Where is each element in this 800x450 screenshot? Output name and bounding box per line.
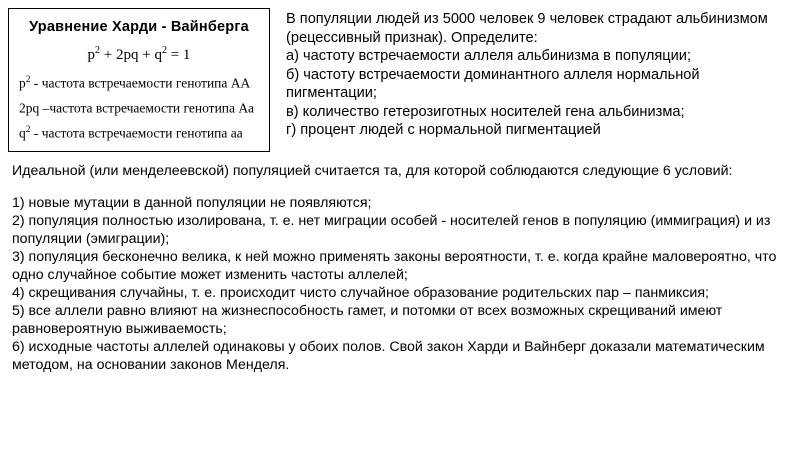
equation-q-exponent: 2	[161, 45, 167, 56]
body-section	[0, 152, 800, 374]
legend-3-text: - частота встречаемости генотипа аа	[30, 125, 243, 141]
legend-3-sup: 2	[25, 125, 31, 136]
equation-middle: + 2pq + q	[100, 47, 162, 63]
top-section	[0, 0, 800, 152]
task-item-v: в) количество гетерозиготных носителей гена альбинизма;	[286, 103, 685, 120]
equation-p: p	[87, 47, 96, 63]
formula-equation	[17, 45, 261, 64]
conditions-list	[12, 194, 790, 374]
condition-3: 3) популяция бесконечно велика, к ней можно применять законы вероятности, т. е. когда крайне маловероятно, что одно случайное событие может изменить частоты аллелей;	[12, 249, 777, 284]
legend-2-lead: 2pq	[19, 100, 40, 116]
condition-1: 1) новые мутации в данной популяции не появляются;	[12, 195, 372, 212]
formula-box-title: Уравнение Харди - Вайнберга	[29, 19, 249, 35]
legend-1-sup: 2	[25, 75, 31, 85]
task-text	[270, 8, 792, 140]
equation-p-exponent: 2	[95, 45, 101, 56]
condition-4: 4) скрещивания случайны, т. е. происходит чисто случайное образование родительских пар – панмиксия;	[12, 285, 709, 302]
task-intro: В популяции людей из 5000 человек 9 человек страдают альбинизмом (рецессивный признак). Определите:	[286, 11, 768, 46]
task-item-b: б) частоту встречаемости доминантного аллеля нормальной пигментации;	[286, 66, 700, 102]
legend-1-text: - частота встречаемости генотипа АА	[30, 75, 251, 91]
body-lead-paragraph: Идеальной (или менделеевской) популяцией считается та, для которой соблюдаются следующие 6 условий:	[12, 163, 733, 180]
equation-tail: = 1	[166, 47, 191, 63]
hardy-weinberg-formula-box	[8, 8, 270, 152]
condition-6: 6) исходные частоты аллелей одинаковы у обоих полов. Свой закон Харди и Вайнберг доказали математическим методом, на основании законов Менделя.	[12, 339, 765, 374]
legend-1-lead: p	[19, 75, 26, 91]
formula-legend-line-1	[19, 75, 261, 91]
task-item-a: а) частоту встречаемости аллеля альбинизма в популяции;	[286, 48, 691, 65]
paragraph-spacer	[12, 180, 790, 194]
formula-legend-line-3	[19, 125, 261, 141]
legend-3-lead: q	[19, 125, 26, 141]
legend-2-text: –частота встречаемости генотипа Аа	[39, 100, 254, 116]
condition-2: 2) популяция полностью изолирована, т. е. нет миграции особей - носителей генов в популяцию (иммиграция) и из популяции (эмиграции);	[12, 213, 771, 248]
condition-5: 5) все аллели равно влияют на жизнеспособность гамет, и потомки от всех возможных скрещиваний имеют равновероятную выживаемость;	[12, 303, 723, 338]
task-item-g: г) процент людей с нормальной пигментацией	[286, 122, 601, 139]
formula-legend-line-2	[19, 100, 261, 116]
